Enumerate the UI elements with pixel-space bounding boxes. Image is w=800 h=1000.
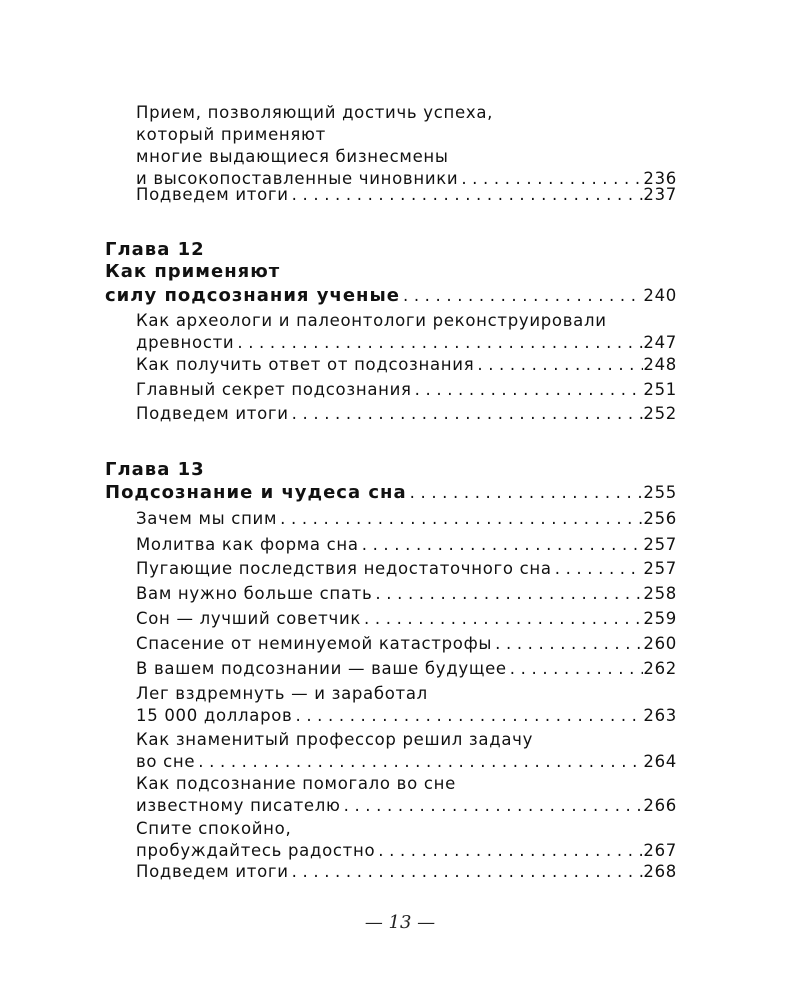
- dot-leader: [400, 285, 643, 307]
- page-ref: 247: [643, 333, 677, 352]
- page-ref: 262: [643, 659, 677, 678]
- dot-leader: [277, 508, 643, 530]
- toc-entry-title: и высокопоставленные чиновники: [136, 169, 459, 188]
- toc-entry-title: Подведем итоги: [136, 862, 289, 881]
- dot-leader: [507, 658, 644, 680]
- toc-entry-last-line: [136, 705, 677, 727]
- toc-entry: [136, 184, 677, 206]
- toc-entry-title: пробуждайтесь радостно: [136, 841, 376, 860]
- page-ref: 237: [643, 185, 677, 204]
- toc-entry-last-line: [136, 751, 677, 773]
- toc-entry: [136, 633, 677, 655]
- page-ref: 248: [643, 355, 677, 374]
- dot-leader: [289, 184, 644, 206]
- toc-entry-line: Прием, позволяющий достичь успеха,: [136, 103, 494, 122]
- toc-entry-title: Как получить ответ от подсознания: [136, 355, 475, 374]
- page-ref: 255: [643, 483, 677, 502]
- toc-entry: [136, 583, 677, 605]
- page-ref: 264: [643, 752, 677, 771]
- chapter-title: [105, 482, 677, 504]
- dot-leader: [407, 482, 644, 504]
- toc-entry-last-line: [136, 403, 677, 425]
- page-ref: 267: [643, 841, 677, 860]
- toc-entry: [136, 658, 677, 680]
- toc-entry: [136, 534, 677, 556]
- dot-leader: [292, 705, 643, 727]
- toc-entry-last-line: [136, 379, 677, 401]
- toc-entry-title: древности: [136, 333, 235, 352]
- toc-entry-line: который применяют: [136, 125, 326, 144]
- toc-entry-last-line: [136, 633, 677, 655]
- toc-entry: [136, 773, 677, 817]
- chapter-title-text: Подсознание и чудеса сна: [105, 482, 407, 503]
- toc-entry: [136, 818, 677, 862]
- toc-entry-last-line: [136, 583, 677, 605]
- toc-entry-title: известному писателю: [136, 796, 341, 815]
- dot-leader: [474, 354, 643, 376]
- page-number: — 13 —: [364, 912, 436, 933]
- toc-entry-title: во сне: [136, 752, 196, 771]
- chapter-title-last-line: [105, 482, 677, 504]
- page-ref: 251: [643, 380, 677, 399]
- toc-entry-line: Как археологи и палеонтологи реконструировали: [136, 311, 607, 330]
- toc-entry-title: 15 000 долларов: [136, 706, 293, 725]
- dot-leader: [195, 751, 643, 773]
- page-ref: 258: [643, 584, 677, 603]
- page-ref: 252: [643, 404, 677, 423]
- toc-entry-last-line: [136, 558, 677, 580]
- toc-entry-title: Спасение от неминуемой катастрофы: [136, 634, 493, 653]
- page-ref: 268: [643, 862, 677, 881]
- toc-entry: [136, 102, 677, 190]
- dot-leader: [412, 379, 644, 401]
- chapter-label: Глава 13: [105, 459, 205, 480]
- toc-entry: [136, 608, 677, 630]
- toc-entry-line: Лег вздремнуть — и заработал: [136, 684, 428, 703]
- toc-entry-last-line: [136, 795, 677, 817]
- toc-entry-last-line: [136, 354, 677, 376]
- toc-entry: [136, 683, 677, 727]
- page-ref: 257: [643, 535, 677, 554]
- dot-leader: [341, 795, 644, 817]
- dot-leader: [234, 332, 643, 354]
- page-ref: 266: [643, 796, 677, 815]
- toc-entry-last-line: [136, 861, 677, 883]
- page-ref: 236: [643, 169, 677, 188]
- toc-entry-title: Зачем мы спим: [136, 509, 278, 528]
- toc-entry-last-line: [136, 840, 677, 862]
- toc-entry-line: Как знаменитый профессор решил задачу: [136, 730, 534, 749]
- dot-leader: [289, 403, 644, 425]
- page-ref: 256: [643, 509, 677, 528]
- toc-entry-last-line: [136, 658, 677, 680]
- toc-entry-title: Главный секрет подсознания: [136, 380, 412, 399]
- toc-entry-title: Пугающие последствия недостаточного сна: [136, 559, 552, 578]
- toc-entry-line: Спите спокойно,: [136, 819, 292, 838]
- chapter-title-text: силу подсознания ученые: [105, 285, 400, 306]
- toc-entry-title: Подведем итоги: [136, 404, 289, 423]
- chapter-title: [105, 261, 677, 307]
- toc-entry: [136, 508, 677, 530]
- toc-entry: [136, 403, 677, 425]
- dot-leader: [289, 861, 644, 883]
- page-ref: 257: [643, 559, 677, 578]
- dot-leader: [359, 534, 644, 556]
- toc-entry-title: Вам нужно больше спать: [136, 584, 373, 603]
- toc-entry-title: Подведем итоги: [136, 185, 289, 204]
- toc-entry-title: В вашем подсознании — ваше будущее: [136, 659, 507, 678]
- page-ref: 263: [643, 706, 677, 725]
- toc-entry-line: Как подсознание помогало во сне: [136, 774, 456, 793]
- toc-entry-title: Молитва как форма сна: [136, 535, 359, 554]
- toc-entry-line: многие выдающиеся бизнесмены: [136, 147, 449, 166]
- toc-entry: [136, 558, 677, 580]
- dot-leader: [552, 558, 644, 580]
- chapter-title-line: Как применяют: [105, 261, 281, 282]
- toc-entry-title: Сон — лучший советчик: [136, 609, 362, 628]
- toc-entry-last-line: [136, 608, 677, 630]
- page-ref: 259: [643, 609, 677, 628]
- toc-entry-last-line: [136, 184, 677, 206]
- toc-entry: [136, 310, 677, 354]
- dot-leader: [372, 583, 643, 605]
- dot-leader: [375, 840, 643, 862]
- page-ref: 240: [643, 286, 677, 305]
- chapter-label: Глава 12: [105, 239, 205, 260]
- toc-entry: [136, 861, 677, 883]
- page-ref: 260: [643, 634, 677, 653]
- toc-entry-last-line: [136, 534, 677, 556]
- toc-entry: [136, 379, 677, 401]
- dot-leader: [361, 608, 643, 630]
- dot-leader: [492, 633, 643, 655]
- toc-entry-last-line: [136, 508, 677, 530]
- toc-entry: [136, 729, 677, 773]
- toc-entry-last-line: [136, 332, 677, 354]
- toc-entry: [136, 354, 677, 376]
- chapter-title-last-line: [105, 285, 677, 307]
